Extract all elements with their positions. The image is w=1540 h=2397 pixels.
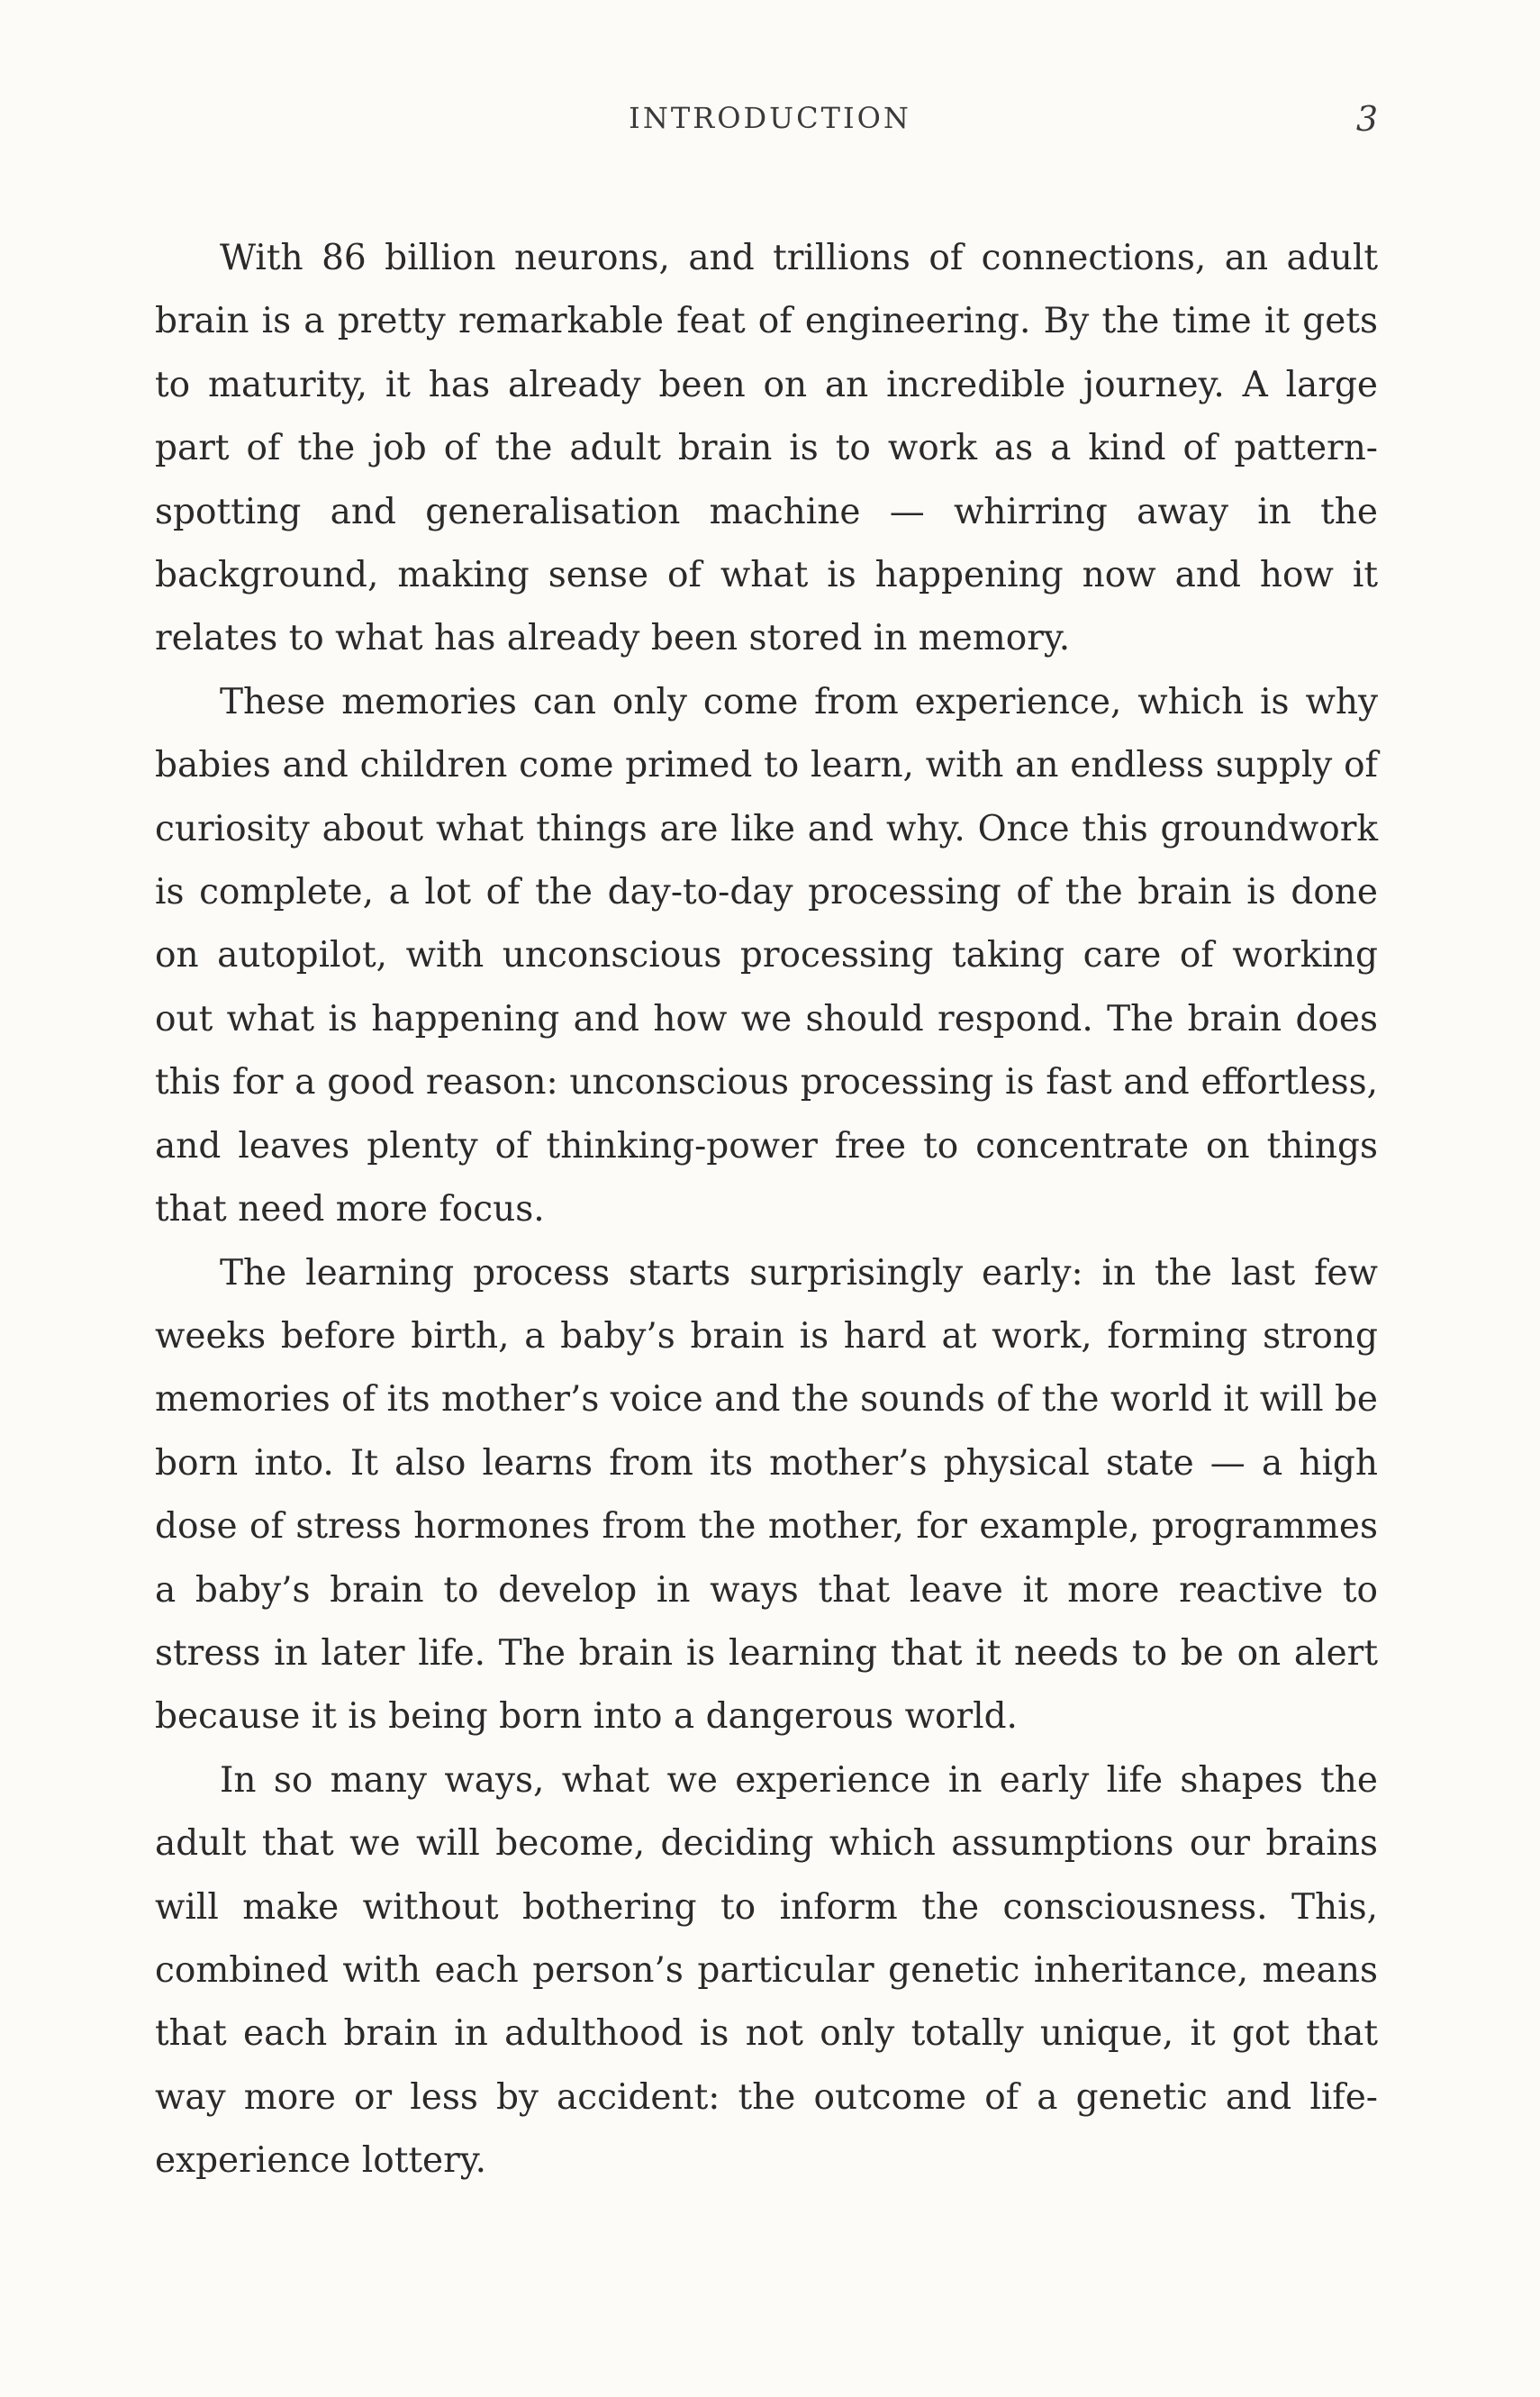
paragraph-3: The learning process starts surprisingly early: in the last few weeks before birth, a baby’s brain is hard at work, forming strong memories of its mother’s voice and the sounds of the world it will be born into. It also learns from its mother’s physical state — a high dose of stress hormones from the mother, for example, programmes a baby’s brain to develop in ways that leave it more reactive to stress in later life. The brain is learning that it needs to be on alert because it is being born into a dangerous world. [155, 1252, 1378, 1738]
paragraph-2: These memories can only come from experience, which is why babies and children come primed to learn, with an endless supply of curiosity about what things are like and why. Once this groundwork is complete, a lot of the day-to-day processing of the brain is done on autopilot, with unconscious processing taking care of working out what is happening and how we should respond. The brain does this for a good reason: unconscious processing is fast and effortless, and leaves plenty of thinking-power free to concentrate on things that need more focus. [155, 681, 1378, 1230]
page-number: 3 [1355, 99, 1378, 139]
chapter-title: INTRODUCTION [629, 101, 911, 135]
paragraph-1: With 86 billion neurons, and trillions of connections, an adult brain is a pretty remarkable feat of engineering. By the time it gets to maturity, it has already been on an incredible journey. A large part of the job of the adult brain is to work as a kind of pattern-spotting and generalisation machine — whirring away in the background, making sense of what is happening now and how it relates to what has already been stored in memory. [155, 238, 1378, 659]
running-head [0, 101, 1540, 146]
body-text [155, 227, 1378, 2193]
paragraph-4: In so many ways, what we experience in early life shapes the adult that we will become, deciding which assumptions our brains will make without bothering to inform the consciousness. This, combined with each person’s particular genetic inheritance, means that each brain in adulthood is not only totally unique, it got that way more or less by accident: the outcome of a genetic and life-experience lottery. [155, 1759, 1378, 2182]
